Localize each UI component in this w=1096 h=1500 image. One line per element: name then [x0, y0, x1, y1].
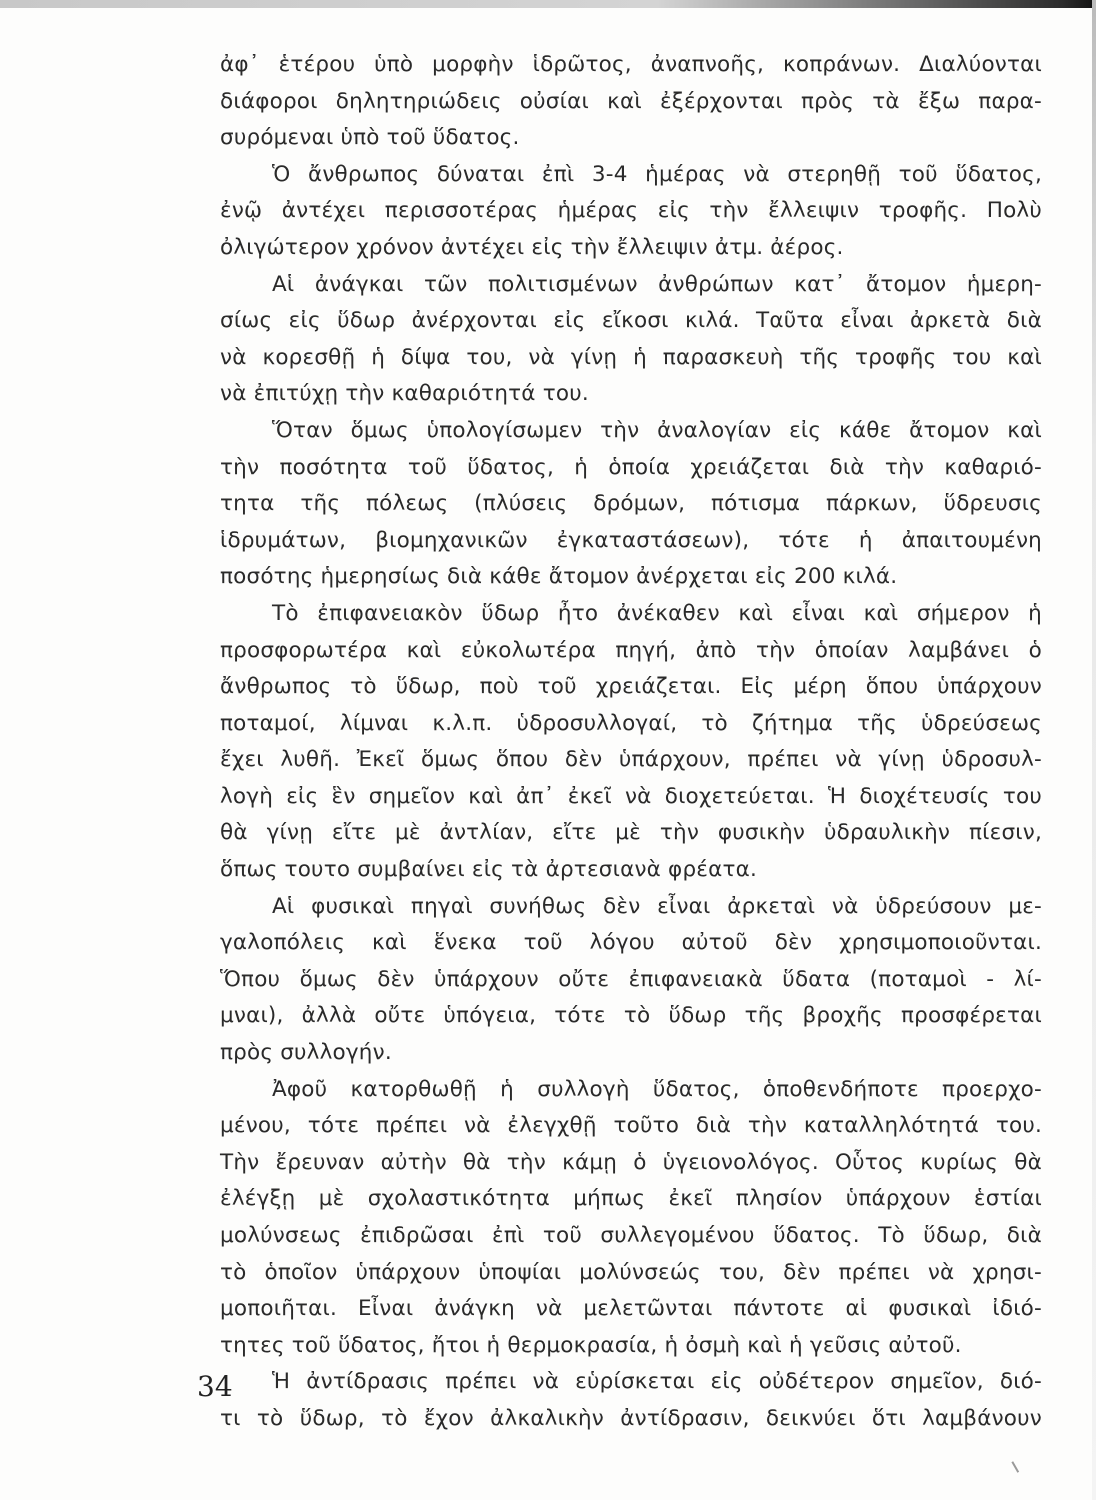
paragraph-8	[220, 1364, 1042, 1437]
paragraph-2	[220, 157, 1042, 267]
text-line: λογὴ εἰς ἓν σημεῖον καὶ ἀπ᾽ ἐκεῖ νὰ διοχετεύεται. Ἡ διοχέτευσίς του	[220, 783, 1042, 809]
text-line: Αἱ φυσικαὶ πηγαὶ συνήθως δὲν εἶναι ἀρκεταὶ νὰ ὑδρεύσουν με-	[272, 893, 1042, 919]
text-line: συρόμεναι ὑπὸ τοῦ ὕδατος.	[220, 125, 520, 151]
paragraph-3	[220, 267, 1042, 413]
text-line: Ἡ ἀντίδρασις πρέπει νὰ εὑρίσκεται εἰς οὐδέτερον σημεῖον, διό-	[272, 1369, 1042, 1395]
text-line: Αἱ ἀνάγκαι τῶν πολιτισμένων ἀνθρώπων κατ᾽ ἄτομον ἡμερη-	[272, 271, 1042, 297]
text-line: ὅπως τουτο συμβαίνει εἰς τὰ ἀρτεσιανὰ φρέατα.	[220, 857, 758, 883]
text-line: ἀφ᾽ ἑτέρου ὑπὸ μορφὴν ἱδρῶτος, ἀναπνοῆς, κοπράνων. Διαλύονται	[220, 52, 1042, 77]
body-text	[220, 47, 1042, 1438]
scan-right-edge	[1092, 0, 1096, 1500]
text-line: προσφορωτέρα καὶ εὐκολωτέρα πηγή, ἀπὸ τὴν ὁποίαν λαμβάνει ὁ	[220, 637, 1042, 663]
scan-speck	[1011, 1459, 1022, 1472]
text-line: διάφοροι δηλητηριώδεις οὐσίαι καὶ ἐξέρχονται πρὸς τὰ ἔξω παρα-	[220, 88, 1042, 114]
text-line: τι τὸ ὕδωρ, τὸ ἔχον ἀλκαλικὴν ἀντίδρασιν, δεικνύει ὅτι λαμβάνουν	[220, 1405, 1042, 1431]
text-line: τητα τῆς πόλεως (πλύσεις δρόμων, πότισμα πάρκων, ὕδρευσις	[220, 491, 1042, 517]
text-line: σίως εἰς ὕδωρ ἀνέρχονται εἰς εἴκοσι κιλά. Ταῦτα εἶναι ἀρκετὰ διὰ	[220, 308, 1042, 334]
scan-top-edge	[0, 0, 1096, 8]
text-line: ποταμοί, λίμναι κ.λ.π. ὑδροσυλλογαί, τὸ ζήτημα τῆς ὑδρεύσεως	[220, 710, 1042, 736]
text-line: ποσότης ἡμερησίως διὰ κάθε ἄτομον ἀνέρχεται εἰς 200 κιλά.	[220, 564, 898, 590]
text-line: μναι), ἀλλὰ οὔτε ὑπόγεια, τότε τὸ ὕδωρ τῆς βροχῆς προσφέρεται	[220, 1003, 1042, 1029]
text-line: τὸ ὁποῖον ὑπάρχουν ὑποψίαι μολύνσεώς του, δὲν πρέπει νὰ χρησι-	[220, 1259, 1042, 1285]
text-line: ἐλέγξῃ μὲ σχολαστικότητα μήπως ἐκεῖ πλησίον ὑπάρχουν ἑστίαι	[220, 1186, 1042, 1212]
text-line: νὰ ἐπιτύχῃ τὴν καθαριότητά του.	[220, 381, 589, 407]
text-line: Τὸ ἐπιφανειακὸν ὕδωρ ἦτο ἀνέκαθεν καὶ εἶναι καὶ σήμερον ἡ	[272, 600, 1042, 626]
text-line: τὴν ποσότητα τοῦ ὕδατος, ἡ ὁποία χρειάζεται διὰ τὴν καθαριό-	[220, 454, 1042, 480]
text-line: Ἀφοῦ κατορθωθῇ ἡ συλλογὴ ὕδατος, ὁποθενδήποτε προερχο-	[272, 1076, 1042, 1102]
page-number: 34	[197, 1370, 233, 1403]
paragraph-7	[220, 1072, 1042, 1365]
text-line: μολύνσεως ἐπιδρῶσαι ἐπὶ τοῦ συλλεγομένου ὕδατος. Τὸ ὕδωρ, διὰ	[220, 1223, 1042, 1248]
paragraph-6	[220, 889, 1042, 1072]
text-line: Ὅπου ὅμως δὲν ὑπάρχουν οὔτε ἐπιφανειακὰ ὕδατα (ποταμοὶ - λί-	[220, 966, 1042, 992]
paragraph-5	[220, 596, 1042, 889]
text-line: μοποιῆται. Εἶναι ἀνάγκη νὰ μελετῶνται πάντοτε αἱ φυσικαὶ ἰδιό-	[220, 1296, 1042, 1322]
text-line: Τὴν ἔρευναν αὐτὴν θὰ τὴν κάμῃ ὁ ὑγειονολόγος. Οὗτος κυρίως θὰ	[220, 1149, 1042, 1175]
text-line: μένου, τότε πρέπει νὰ ἐλεγχθῇ τοῦτο διὰ τὴν καταλληλότητά του.	[220, 1113, 1042, 1139]
paragraph-1	[220, 47, 1042, 157]
text-line: Ὅταν ὅμως ὑπολογίσωμεν τὴν ἀναλογίαν εἰς κάθε ἄτομον καὶ	[272, 417, 1042, 443]
text-line: τητες τοῦ ὕδατος, ἤτοι ἡ θερμοκρασία, ἡ ὀσμὴ καὶ ἡ γεῦσις αὐτοῦ.	[220, 1332, 962, 1358]
text-line: ἱδρυμάτων, βιομηχανικῶν ἐγκαταστάσεων), τότε ἡ ἀπαιτουμένη	[220, 527, 1042, 553]
text-line: ὀλιγώτερον χρόνον ἀντέχει εἰς τὴν ἔλλειψιν ἀτμ. ἀέρος.	[220, 234, 844, 260]
text-line: νὰ κορεσθῇ ἡ δίψα του, νὰ γίνῃ ἡ παρασκευὴ τῆς τροφῆς του καὶ	[220, 344, 1042, 370]
text-line: ἐνῷ ἀντέχει περισσοτέρας ἡμέρας εἰς τὴν ἔλλειψιν τροφῆς. Πολὺ	[220, 198, 1042, 224]
text-line: ἔχει λυθῆ. Ἐκεῖ ὅμως ὅπου δὲν ὑπάρχουν, πρέπει νὰ γίνῃ ὑδροσυλ-	[220, 747, 1042, 773]
text-line: ἄνθρωπος τὸ ὕδωρ, ποὺ τοῦ χρειάζεται. Εἰς μέρη ὅπου ὑπάρχουν	[220, 674, 1042, 700]
text-line: Ὁ ἄνθρωπος δύναται ἐπὶ 3-4 ἡμέρας νὰ στερηθῇ τοῦ ὕδατος,	[272, 161, 1042, 187]
text-line: πρὸς συλλογήν.	[220, 1040, 392, 1066]
paragraph-4	[220, 413, 1042, 596]
text-line: γαλοπόλεις καὶ ἕνεκα τοῦ λόγου αὐτοῦ δὲν χρησιμοποιοῦνται.	[220, 930, 1042, 956]
text-line: θὰ γίνῃ εἴτε μὲ ἀντλίαν, εἴτε μὲ τὴν φυσικὴν ὑδραυλικὴν πίεσιν,	[220, 820, 1042, 846]
